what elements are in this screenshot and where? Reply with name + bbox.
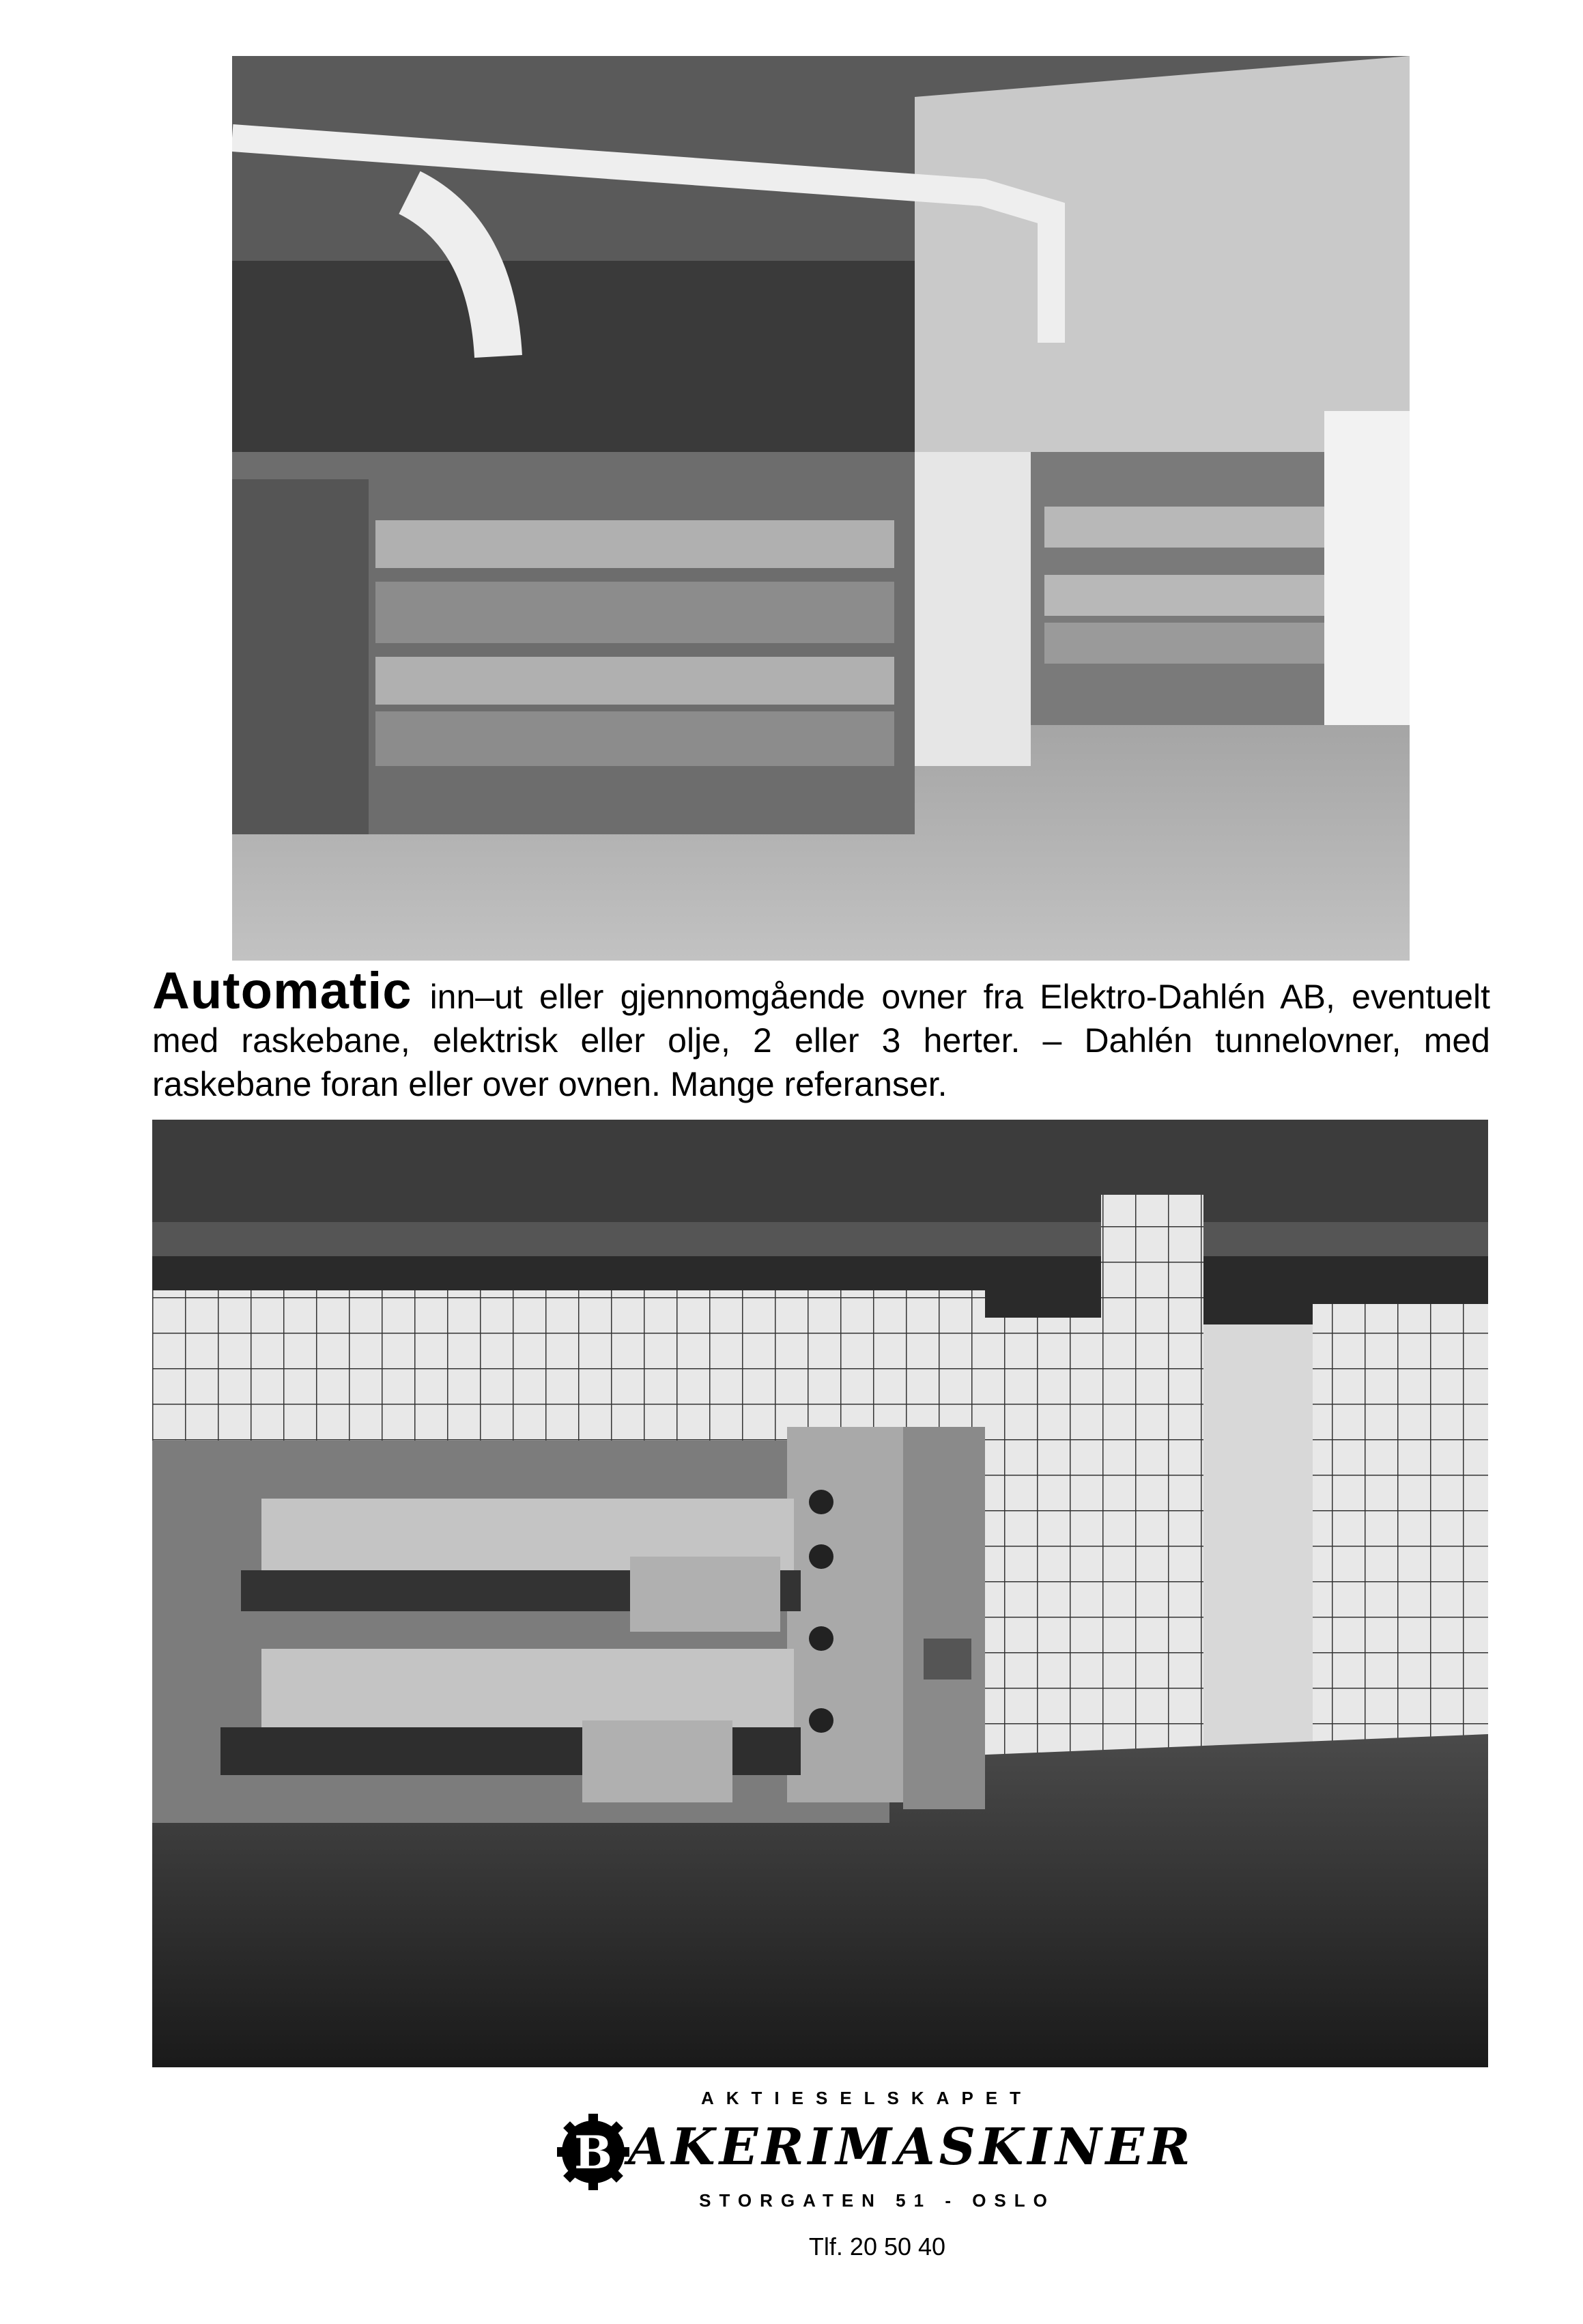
- company-logo: [532, 2111, 1195, 2186]
- gear-b-logo-icon: [556, 2111, 631, 2193]
- company-footer: [532, 2088, 1195, 2293]
- company-address: STORGATEN 51 - OSLO: [699, 2190, 1055, 2211]
- bottom-photo: [152, 1120, 1488, 2067]
- caption-lead: Automatic: [152, 962, 412, 1020]
- caption-text: inn–ut eller gjennomgående ovner fra Elektro-Dahlén AB, eventuelt med raskebane, elektrisk eller olje, 2 eller 3 herter. – Dahlén tunnelovner, med raskebane foran eller over ovnen. Mange referanser.: [152, 978, 1490, 1103]
- caption: [152, 962, 1490, 1106]
- company-name: AKERIMASKINER: [628, 2118, 1195, 2177]
- company-prefix: AKTIESELSKAPET: [700, 2088, 1033, 2108]
- company-phone: Tlf. 20 50 40: [808, 2233, 946, 2261]
- logo-letter: B: [574, 2126, 612, 2179]
- top-photo: [232, 56, 1410, 961]
